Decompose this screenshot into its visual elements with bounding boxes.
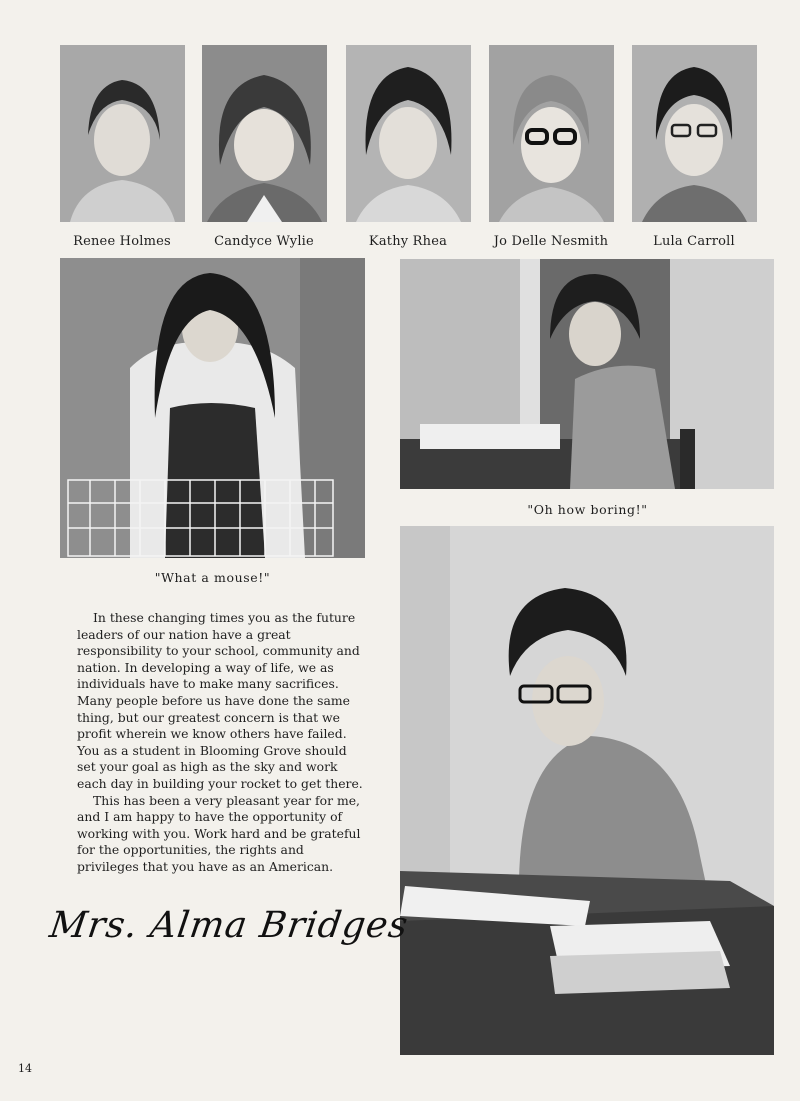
portrait-photo-4 <box>489 45 614 222</box>
portrait-name-4: Jo Delle Nesmith <box>493 234 609 249</box>
portrait-photo-3 <box>346 45 471 222</box>
portrait-name-3: Kathy Rhea <box>368 234 448 249</box>
portrait-name-5: Lula Carroll <box>653 234 735 249</box>
principal-photo <box>400 526 774 1055</box>
principal-letter <box>77 610 367 876</box>
letter-paragraph-2: This has been a very pleasant year for me, and I am happy to have the opportunity of working with you. Work hard and be grateful for the opportunities, the rights and privileges that you have as an American. <box>77 792 361 874</box>
portrait-name-1: Renee Holmes <box>73 234 171 249</box>
page-number: 14 <box>18 1062 32 1075</box>
caption-mouse: "What a mouse!" <box>154 570 271 585</box>
portrait-name-2: Candyce Wylie <box>214 234 314 249</box>
handwritten-signature: Mrs. Alma Bridges <box>47 905 411 946</box>
portrait-photo-2 <box>202 45 327 222</box>
candid-photo-mouse <box>60 258 365 558</box>
caption-boring: "Oh how boring!" <box>527 502 648 517</box>
candid-photo-boring <box>400 259 774 489</box>
portrait-photo-5 <box>632 45 757 222</box>
portrait-photo-1 <box>60 45 185 222</box>
letter-paragraph-1: In these changing times you as the future leaders of our nation have a great responsibility to your school, community and nation. In developing a way of life, we as individuals have to make many sacrifices. Many people before us have done the same thing, but our greatest concern is that we profit wherein we know others have failed. You as a student in Blooming Grove should set your goal as high as the sky and work each day in building your rocket to get there. <box>77 610 363 791</box>
